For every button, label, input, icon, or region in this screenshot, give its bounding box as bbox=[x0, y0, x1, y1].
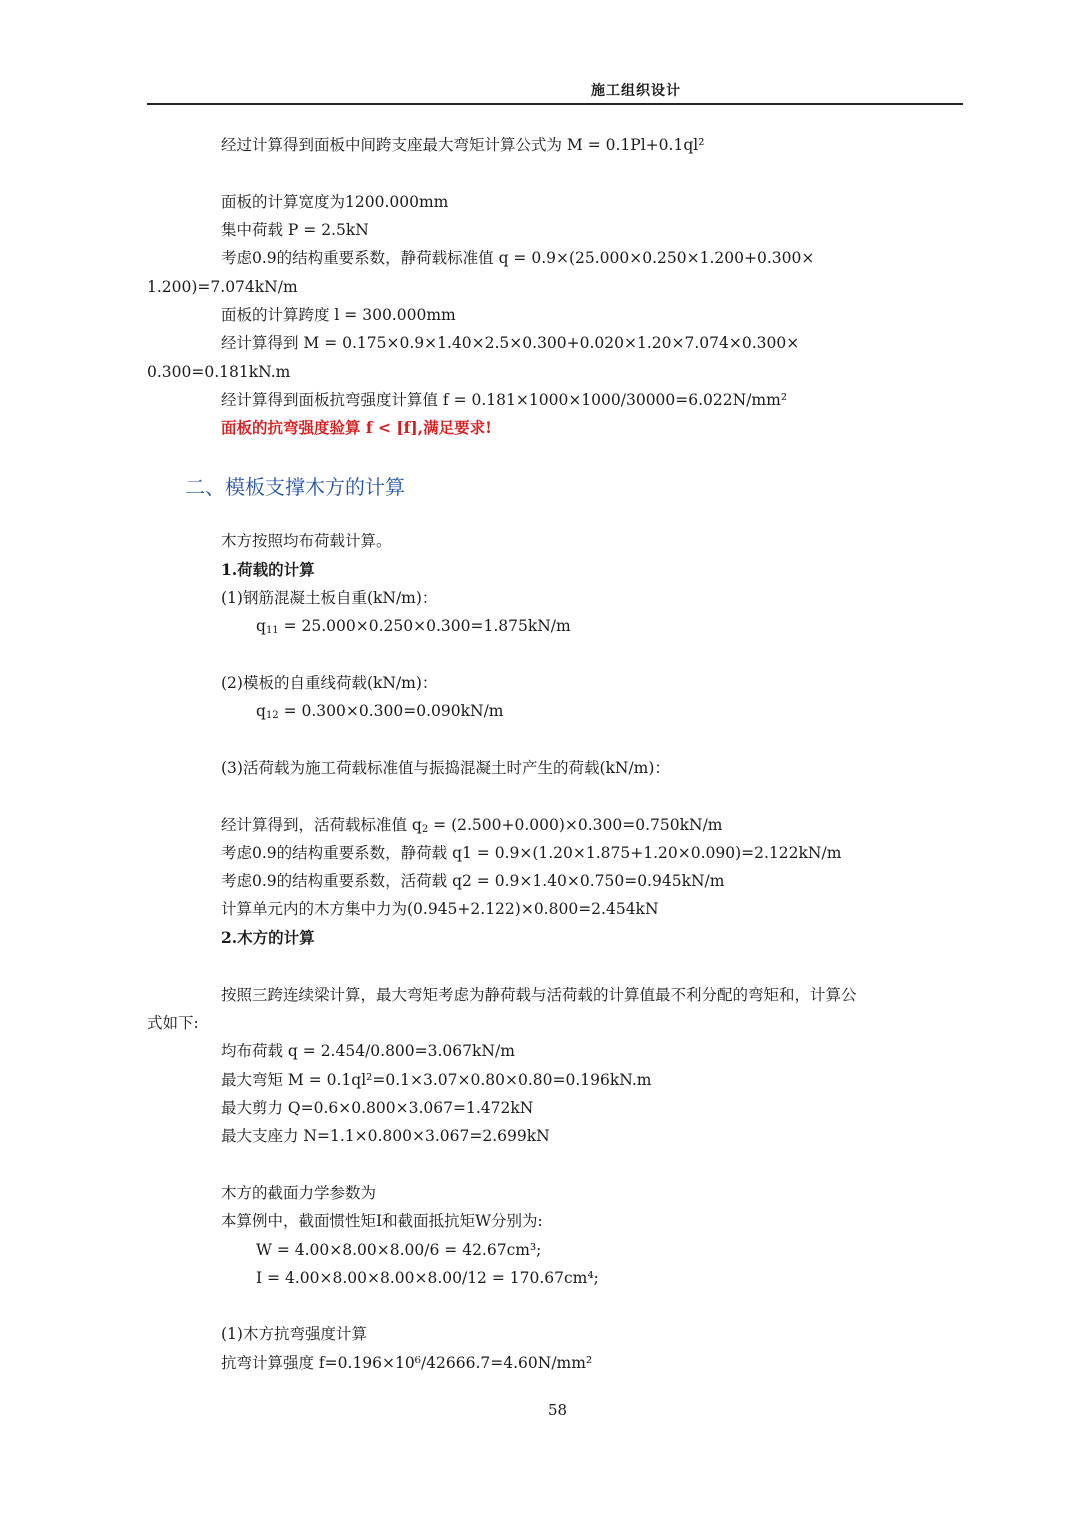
text-line: 计算单元内的木方集中力为(0.945+2.122)×0.800=2.454kN bbox=[221, 900, 659, 918]
text-line: (1)钢筋混凝土板自重(kN/m)： bbox=[221, 589, 438, 607]
text-line: 最大支座力 N=1.1×0.800×3.067=2.699kN bbox=[221, 1127, 550, 1145]
formula-line: W = 4.00×8.00×8.00/6 = 42.67cm³; bbox=[256, 1241, 542, 1259]
formula-subscript: 2 bbox=[421, 824, 429, 835]
check-result-line: 面板的抗弯强度验算 f < [f],满足要求! bbox=[221, 418, 492, 437]
text-line: 面板的计算宽度为1200.000mm bbox=[221, 193, 449, 211]
formula-line bbox=[256, 701, 503, 726]
text-line: 最大剪力 Q=0.6×0.800×3.067=1.472kN bbox=[221, 1099, 534, 1117]
text-line: 考虑0.9的结构重要系数，静荷载标准值 q = 0.9×(25.000×0.250×1.200+0.300× bbox=[221, 249, 815, 267]
text-line: 抗弯计算强度 f=0.196×10⁶/42666.7=4.60N/mm² bbox=[221, 1354, 593, 1372]
text-line: 木方按照均布荷载计算。 bbox=[221, 532, 392, 550]
text-line: 最大弯矩 M = 0.1ql²=0.1×3.07×0.80×0.80=0.196kN.m bbox=[221, 1071, 652, 1089]
text-line: (1)木方抗弯强度计算 bbox=[221, 1325, 367, 1343]
formula-line bbox=[221, 815, 723, 840]
text-line: 考虑0.9的结构重要系数，静荷载 q1 = 0.9×(1.20×1.875+1.20×0.090)=2.122kN/m bbox=[221, 844, 842, 862]
text-line: 经计算得到面板抗弯强度计算值 f = 0.181×1000×1000/30000=6.022N/mm² bbox=[221, 391, 788, 409]
text-line: 经计算得到 M = 0.175×0.9×1.40×2.5×0.300+0.020×1.20×7.074×0.300× bbox=[221, 334, 800, 352]
formula-symbol: q bbox=[256, 617, 266, 635]
text-line: 面板的计算跨度 l = 300.000mm bbox=[221, 306, 456, 324]
text-line: 按照三跨连续梁计算，最大弯矩考虑为静荷载与活荷载的计算值最不利分配的弯矩和，计算公 bbox=[221, 986, 857, 1004]
formula-body: = 25.000×0.250×0.300=1.875kN/m bbox=[278, 617, 571, 635]
text-line: 考虑0.9的结构重要系数，活荷载 q2 = 0.9×1.40×0.750=0.945kN/m bbox=[221, 872, 725, 890]
formula-prefix: 经计算得到，活荷载标准值 q bbox=[221, 816, 422, 834]
formula-line: I = 4.00×8.00×8.00×8.00/12 = 170.67cm⁴; bbox=[256, 1269, 599, 1287]
formula-subscript: 11 bbox=[265, 625, 279, 636]
page-number: 58 bbox=[548, 1401, 568, 1419]
text-line: 0.300=0.181kN.m bbox=[147, 363, 291, 381]
text-line: 经过计算得到面板中间跨支座最大弯矩计算公式为 M = 0.1Pl+0.1ql² bbox=[221, 136, 705, 154]
header-rule bbox=[147, 103, 963, 105]
formula-line bbox=[256, 616, 571, 641]
page-header-title: 施工组织设计 bbox=[591, 83, 681, 99]
formula-body: = (2.500+0.000)×0.300=0.750kN/m bbox=[428, 816, 723, 834]
section-heading: 二、模板支撑木方的计算 bbox=[185, 475, 405, 499]
text-line: 集中荷载 P = 2.5kN bbox=[221, 221, 369, 239]
formula-body: = 0.300×0.300=0.090kN/m bbox=[278, 702, 504, 720]
formula-symbol: q bbox=[256, 702, 266, 720]
subheading: 1.荷载的计算 bbox=[221, 560, 315, 579]
text-line: (3)活荷载为施工荷载标准值与振捣混凝土时产生的荷载(kN/m)： bbox=[221, 759, 670, 777]
subheading: 2.木方的计算 bbox=[221, 928, 315, 947]
text-line: 本算例中，截面惯性矩I和截面抵抗矩W分别为: bbox=[221, 1212, 543, 1230]
text-line: 1.200)=7.074kN/m bbox=[147, 278, 298, 296]
formula-subscript: 12 bbox=[265, 710, 279, 721]
text-line: 均布荷载 q = 2.454/0.800=3.067kN/m bbox=[221, 1042, 515, 1060]
text-line: 木方的截面力学参数为 bbox=[221, 1184, 377, 1202]
text-line: (2)模板的自重线荷载(kN/m)： bbox=[221, 674, 438, 692]
text-line: 式如下: bbox=[147, 1014, 199, 1032]
